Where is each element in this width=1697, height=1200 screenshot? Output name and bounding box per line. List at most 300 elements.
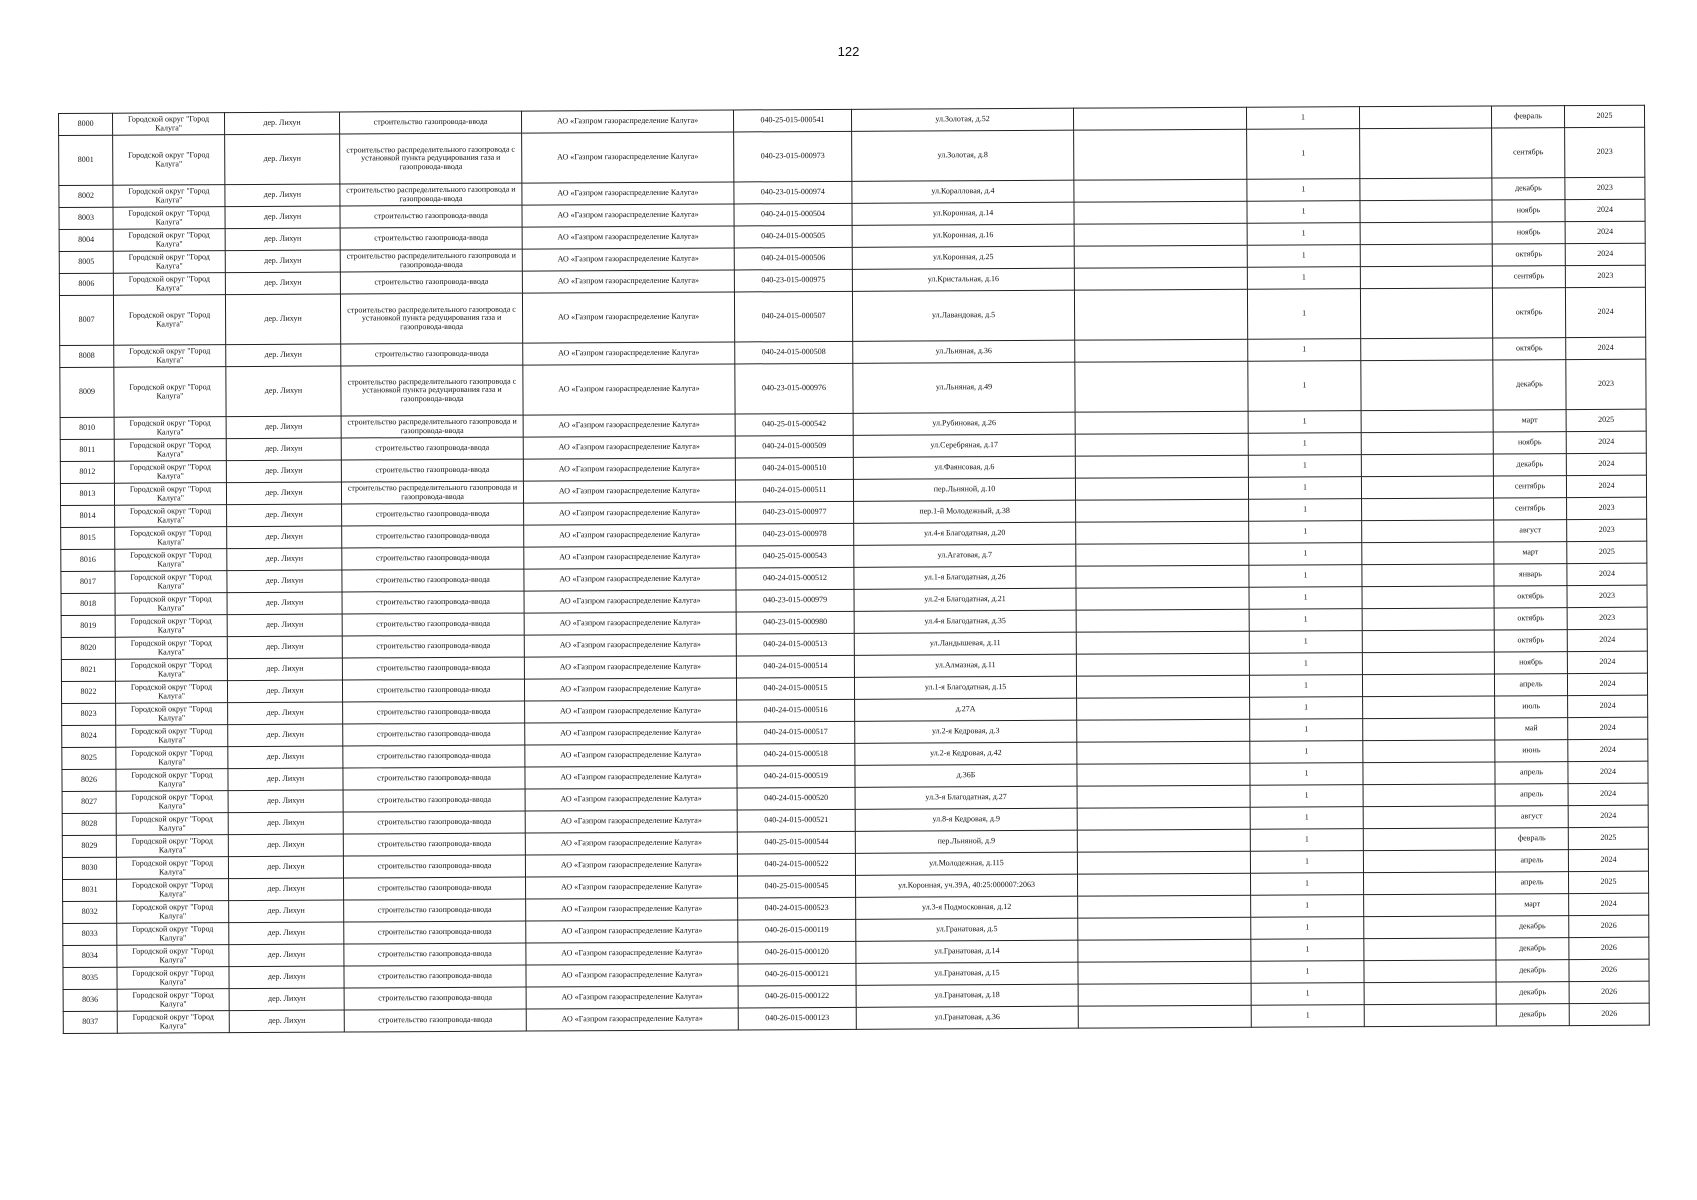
locality-cell: дер. Лихун [226, 438, 341, 461]
year-cell: 2026 [1569, 981, 1649, 1003]
month-cell: март [1496, 894, 1569, 916]
empty-cell [1363, 762, 1495, 785]
address-cell: ул.Гранатовая, д.14 [856, 940, 1078, 963]
empty-cell [1075, 433, 1248, 456]
municipality-cell: Городской округ "Город Калуга" [116, 791, 228, 814]
empty-cell [1359, 106, 1491, 129]
locality-cell: дер. Лихун [228, 834, 343, 857]
program-code-cell: 040-26-015-000122 [738, 985, 856, 1008]
address-cell: ул.Фаянсовая, д.6 [853, 456, 1075, 479]
month-cell: сентябрь [1492, 266, 1565, 288]
count-cell: 1 [1249, 499, 1362, 522]
address-cell: ул.8-я Кедровая, д.9 [855, 808, 1077, 831]
row-number-cell: 8005 [59, 251, 113, 273]
municipality-cell: Городской округ "Город Калуга" [113, 113, 225, 136]
year-cell: 2023 [1567, 607, 1647, 629]
locality-cell: дер. Лихун [225, 228, 340, 251]
empty-cell [1078, 983, 1251, 1006]
address-cell: ул.Гранатовая, д.15 [856, 962, 1078, 985]
locality-cell: дер. Лихун [227, 548, 342, 571]
address-cell: ул.Золотая, д.8 [852, 130, 1074, 181]
program-code-cell: 040-24-015-000518 [737, 743, 855, 766]
organization-cell: АО «Газпром газораспределение Калуга» [525, 766, 737, 789]
month-cell: октябрь [1492, 244, 1565, 266]
row-number-cell: 8016 [61, 549, 115, 571]
empty-cell [1076, 565, 1249, 588]
year-cell: 2024 [1567, 563, 1647, 585]
month-cell: сентябрь [1492, 128, 1565, 178]
work-type-cell: строительство газопровода-ввода [342, 635, 524, 658]
empty-cell [1362, 520, 1494, 543]
organization-cell: АО «Газпром газораспределение Калуга» [522, 292, 734, 343]
month-cell: февраль [1495, 828, 1568, 850]
empty-cell [1073, 107, 1246, 130]
row-number-cell: 8019 [61, 615, 115, 637]
count-cell: 1 [1248, 477, 1361, 500]
locality-cell: дер. Лихун [227, 526, 342, 549]
work-type-cell: строительство распределительного газопровода и газопровода-ввода [341, 481, 523, 504]
organization-cell: АО «Газпром газораспределение Калуга» [524, 678, 736, 701]
locality-cell: дер. Лихун [225, 294, 340, 345]
empty-cell [1078, 961, 1251, 984]
work-type-cell: строительство газопровода-ввода [342, 657, 524, 680]
count-cell: 1 [1251, 983, 1364, 1006]
address-cell: ул.Коронная, д.14 [852, 202, 1074, 225]
locality-cell: дер. Лихун [229, 988, 344, 1011]
municipality-cell: Городской округ "Город Калуга" [113, 295, 225, 346]
row-number-cell: 8025 [62, 747, 116, 769]
table-row [59, 287, 1645, 345]
municipality-cell: Городской округ "Город Калуга" [115, 637, 227, 660]
program-code-cell: 040-24-015-000514 [736, 655, 854, 678]
empty-cell [1077, 807, 1250, 830]
locality-cell: дер. Лихун [228, 702, 343, 725]
count-cell: 1 [1247, 289, 1360, 340]
work-type-cell: строительство газопровода-ввода [343, 701, 525, 724]
organization-cell: АО «Газпром газораспределение Калуга» [525, 854, 737, 877]
work-type-cell: строительство распределительного газопровода и газопровода-ввода [340, 183, 522, 206]
row-number-cell: 8010 [60, 417, 114, 439]
address-cell: ул.4-я Благодатная, д.35 [854, 610, 1076, 633]
locality-cell: дер. Лихун [228, 746, 343, 769]
locality-cell: дер. Лихун [226, 416, 341, 439]
organization-cell: АО «Газпром газораспределение Калуга» [524, 502, 736, 525]
municipality-cell: Городской округ "Город Калуга" [117, 923, 229, 946]
year-cell: 2024 [1568, 761, 1648, 783]
work-type-cell: строительство распределительного газопровода с установкой пункта редуцирования газа и газопровода-ввода [340, 133, 522, 184]
address-cell: ул.Гранатовая, д.36 [856, 1006, 1078, 1029]
empty-cell [1363, 696, 1495, 719]
count-cell: 1 [1249, 587, 1362, 610]
work-type-cell: строительство газопровода-ввода [340, 227, 522, 250]
empty-cell [1075, 411, 1248, 434]
count-cell: 1 [1251, 895, 1364, 918]
count-cell: 1 [1250, 807, 1363, 830]
address-cell: ул.Молодежная, д.115 [855, 852, 1077, 875]
empty-cell [1076, 675, 1249, 698]
month-cell: октябрь [1494, 586, 1567, 608]
work-type-cell: строительство газопровода-ввода [341, 459, 523, 482]
program-code-cell: 040-25-015-000543 [736, 545, 854, 568]
address-cell: д.36Б [855, 764, 1077, 787]
work-type-cell: строительство газопровода-ввода [344, 943, 526, 966]
work-type-cell: строительство газопровода-ввода [343, 811, 525, 834]
program-code-cell: 040-24-015-000505 [734, 225, 852, 248]
work-type-cell: строительство газопровода-ввода [340, 271, 522, 294]
count-cell: 1 [1251, 1005, 1364, 1028]
address-cell: ул.Льняная, д.36 [853, 340, 1075, 363]
organization-cell: АО «Газпром газораспределение Калуга» [524, 634, 736, 657]
empty-cell [1360, 200, 1492, 223]
locality-cell: дер. Лихун [226, 460, 341, 483]
work-type-cell: строительство газопровода-ввода [344, 987, 526, 1010]
month-cell: декабрь [1496, 982, 1569, 1004]
locality-cell: дер. Лихун [225, 112, 340, 135]
organization-cell: АО «Газпром газораспределение Калуга» [524, 524, 736, 547]
month-cell: сентябрь [1494, 498, 1567, 520]
organization-cell: АО «Газпром газораспределение Калуга» [526, 1008, 738, 1031]
empty-cell [1076, 521, 1249, 544]
work-type-cell: строительство распределительного газопровода с установкой пункта редуцирования газа и газопровода-ввода [341, 365, 523, 416]
program-code-cell: 040-23-015-000977 [736, 501, 854, 524]
year-cell: 2024 [1568, 739, 1648, 761]
year-cell: 2026 [1569, 959, 1649, 981]
work-type-cell: строительство газопровода-ввода [340, 205, 522, 228]
count-cell: 1 [1249, 543, 1362, 566]
municipality-cell: Городской округ "Город Калуга" [115, 571, 227, 594]
organization-cell: АО «Газпром газораспределение Калуга» [523, 480, 735, 503]
municipality-cell: Городской округ "Город Калуга" [116, 857, 228, 880]
locality-cell: дер. Лихун [227, 680, 342, 703]
empty-cell [1076, 653, 1249, 676]
work-type-cell: строительство газопровода-ввода [343, 789, 525, 812]
organization-cell: АО «Газпром газораспределение Калуга» [524, 568, 736, 591]
empty-cell [1364, 894, 1496, 917]
organization-cell: АО «Газпром газораспределение Калуга» [523, 342, 735, 365]
municipality-cell: Городской округ "Город Калуга" [117, 967, 229, 990]
empty-cell [1363, 828, 1495, 851]
month-cell: ноябрь [1494, 652, 1567, 674]
work-type-cell: строительство газопровода-ввода [343, 855, 525, 878]
organization-cell: АО «Газпром газораспределение Калуга» [526, 964, 738, 987]
address-cell: ул.Коронная, д.16 [852, 224, 1074, 247]
table-row [59, 127, 1645, 185]
program-code-cell: 040-24-015-000521 [737, 809, 855, 832]
locality-cell: дер. Лихун [229, 900, 344, 923]
month-cell: октябрь [1492, 288, 1565, 338]
year-cell: 2024 [1565, 243, 1645, 265]
month-cell: декабрь [1493, 360, 1566, 410]
organization-cell: АО «Газпром газораспределение Калуга» [524, 590, 736, 613]
count-cell: 1 [1249, 565, 1362, 588]
year-cell: 2024 [1565, 199, 1645, 221]
empty-cell [1076, 543, 1249, 566]
year-cell: 2024 [1567, 629, 1647, 651]
municipality-cell: Городской округ "Город Калуга" [116, 703, 228, 726]
address-cell: ул.2-я Благодатная, д.21 [854, 588, 1076, 611]
count-cell: 1 [1249, 609, 1362, 632]
municipality-cell: Городской округ "Город Калуга" [116, 747, 228, 770]
work-type-cell: строительство газопровода-ввода [343, 767, 525, 790]
row-number-cell: 8036 [63, 989, 117, 1011]
organization-cell: АО «Газпром газораспределение Калуга» [524, 546, 736, 569]
work-type-cell: строительство газопровода-ввода [342, 569, 524, 592]
locality-cell: дер. Лихун [229, 966, 344, 989]
empty-cell [1078, 939, 1251, 962]
work-type-cell: строительство газопровода-ввода [343, 745, 525, 768]
address-cell: ул.Коронная, д.25 [852, 246, 1074, 269]
month-cell: ноябрь [1492, 200, 1565, 222]
program-code-cell: 040-23-015-000979 [736, 589, 854, 612]
program-code-cell: 040-26-015-000121 [738, 963, 856, 986]
address-cell: ул.Коралловая, д.4 [852, 180, 1074, 203]
year-cell: 2025 [1568, 871, 1648, 893]
count-cell: 1 [1247, 201, 1360, 224]
municipality-cell: Городской округ "Город Калуга" [115, 527, 227, 550]
empty-cell [1074, 179, 1247, 202]
year-cell: 2024 [1565, 287, 1645, 337]
locality-cell: дер. Лихун [227, 636, 342, 659]
address-cell: ул.4-я Благодатная, д.20 [854, 522, 1076, 545]
address-cell: ул.Ландышевая, д.11 [854, 632, 1076, 655]
row-number-cell: 8017 [61, 571, 115, 593]
count-cell: 1 [1249, 631, 1362, 654]
month-cell: декабрь [1496, 1004, 1569, 1026]
year-cell: 2024 [1566, 453, 1646, 475]
empty-cell [1363, 718, 1495, 741]
count-cell: 1 [1248, 361, 1361, 412]
year-cell: 2024 [1566, 337, 1646, 359]
program-code-cell: 040-24-015-000509 [735, 435, 853, 458]
municipality-cell: Городской округ "Город Калуга" [115, 549, 227, 572]
program-code-cell: 040-24-015-000506 [734, 247, 852, 270]
row-number-cell: 8032 [63, 901, 117, 923]
empty-cell [1077, 719, 1250, 742]
month-cell: март [1494, 542, 1567, 564]
empty-cell [1078, 917, 1251, 940]
empty-cell [1078, 895, 1251, 918]
row-number-cell: 8026 [62, 769, 116, 791]
address-cell: пер.1-й Молодежный, д.38 [854, 500, 1076, 523]
organization-cell: АО «Газпром газораспределение Калуга» [525, 788, 737, 811]
address-cell: ул.Гранатовая, д.5 [856, 918, 1078, 941]
empty-cell [1362, 498, 1494, 521]
row-number-cell: 8028 [62, 813, 116, 835]
count-cell: 1 [1249, 653, 1362, 676]
locality-cell: дер. Лихун [226, 344, 341, 367]
count-cell: 1 [1247, 245, 1360, 268]
program-code-cell: 040-25-015-000542 [735, 413, 853, 436]
locality-cell: дер. Лихун [225, 272, 340, 295]
address-cell: ул.Агатовая, д.7 [854, 544, 1076, 567]
municipality-cell: Городской округ "Город Калуга" [113, 251, 225, 274]
year-cell: 2024 [1568, 849, 1648, 871]
empty-cell [1360, 266, 1492, 289]
organization-cell: АО «Газпром газораспределение Калуга» [522, 270, 734, 293]
month-cell: март [1493, 410, 1566, 432]
empty-cell [1074, 245, 1247, 268]
count-cell: 1 [1247, 223, 1360, 246]
empty-cell [1077, 851, 1250, 874]
work-type-cell: строительство газопровода-ввода [344, 877, 526, 900]
program-code-cell: 040-24-015-000508 [735, 341, 853, 364]
row-number-cell: 8021 [61, 659, 115, 681]
month-cell: ноябрь [1493, 432, 1566, 454]
program-code-cell: 040-24-015-000504 [734, 203, 852, 226]
work-type-cell: строительство газопровода-ввода [342, 591, 524, 614]
empty-cell [1074, 289, 1247, 340]
empty-cell [1075, 361, 1248, 412]
locality-cell: дер. Лихун [229, 878, 344, 901]
empty-cell [1077, 873, 1250, 896]
organization-cell: АО «Газпром газораспределение Калуга» [526, 942, 738, 965]
table-row [60, 359, 1646, 417]
month-cell: апрель [1494, 674, 1567, 696]
work-type-cell: строительство газопровода-ввода [342, 613, 524, 636]
row-number-cell: 8029 [62, 835, 116, 857]
register-table-body [59, 105, 1650, 1033]
address-cell: ул.Гранатовая, д.18 [856, 984, 1078, 1007]
organization-cell: АО «Газпром газораспределение Калуга» [525, 810, 737, 833]
count-cell: 1 [1250, 785, 1363, 808]
year-cell: 2024 [1566, 431, 1646, 453]
organization-cell: АО «Газпром газораспределение Калуга» [525, 832, 737, 855]
municipality-cell: Городской округ "Город Калуга" [117, 879, 229, 902]
month-cell: июнь [1495, 740, 1568, 762]
locality-cell: дер. Лихун [226, 366, 341, 417]
empty-cell [1077, 829, 1250, 852]
organization-cell: АО «Газпром газораспределение Калуга» [522, 132, 734, 183]
empty-cell [1364, 982, 1496, 1005]
month-cell: декабрь [1496, 938, 1569, 960]
locality-cell: дер. Лихун [229, 922, 344, 945]
work-type-cell: строительство газопровода-ввода [341, 343, 523, 366]
municipality-cell: Городской округ "Город Калуга" [116, 835, 228, 858]
program-code-cell: 040-25-015-000545 [738, 875, 856, 898]
municipality-cell: Городской округ "Город Калуга" [113, 185, 225, 208]
count-cell: 1 [1250, 873, 1363, 896]
organization-cell: АО «Газпром газораспределение Калуга» [522, 204, 734, 227]
program-code-cell: 040-25-015-000544 [737, 831, 855, 854]
count-cell: 1 [1248, 455, 1361, 478]
page-number: 122 [837, 44, 860, 59]
work-type-cell: строительство газопровода-ввода [342, 503, 524, 526]
empty-cell [1360, 128, 1492, 179]
month-cell: ноябрь [1492, 222, 1565, 244]
month-cell: июль [1495, 696, 1568, 718]
work-type-cell: строительство газопровода-ввода [341, 437, 523, 460]
year-cell: 2025 [1564, 105, 1644, 127]
program-code-cell: 040-26-015-000119 [738, 919, 856, 942]
organization-cell: АО «Газпром газораспределение Калуга» [524, 656, 736, 679]
count-cell: 1 [1251, 917, 1364, 940]
work-type-cell: строительство газопровода-ввода [344, 899, 526, 922]
organization-cell: АО «Газпром газораспределение Калуга» [525, 744, 737, 767]
program-code-cell: 040-24-015-000520 [737, 787, 855, 810]
empty-cell [1363, 806, 1495, 829]
year-cell: 2024 [1566, 475, 1646, 497]
empty-cell [1362, 630, 1494, 653]
row-number-cell: 8024 [62, 725, 116, 747]
empty-cell [1076, 499, 1249, 522]
municipality-cell: Городской округ "Город Калуга" [116, 725, 228, 748]
organization-cell: АО «Газпром газораспределение Калуга» [522, 182, 734, 205]
empty-cell [1363, 740, 1495, 763]
locality-cell: дер. Лихун [228, 724, 343, 747]
organization-cell: АО «Газпром газораспределение Калуга» [526, 876, 738, 899]
address-cell: ул.Серебряная, д.17 [853, 434, 1075, 457]
program-code-cell: 040-26-015-000120 [738, 941, 856, 964]
month-cell: январь [1494, 564, 1567, 586]
locality-cell: дер. Лихун [228, 768, 343, 791]
year-cell: 2023 [1567, 519, 1647, 541]
month-cell: август [1495, 806, 1568, 828]
count-cell: 1 [1247, 267, 1360, 290]
empty-cell [1076, 609, 1249, 632]
count-cell: 1 [1250, 829, 1363, 852]
locality-cell: дер. Лихун [225, 250, 340, 273]
work-type-cell: строительство газопровода-ввода [343, 723, 525, 746]
row-number-cell: 8008 [60, 345, 114, 367]
empty-cell [1363, 850, 1495, 873]
municipality-cell: Городской округ "Город Калуга" [115, 659, 227, 682]
work-type-cell: строительство газопровода-ввода [344, 921, 526, 944]
work-type-cell: строительство распределительного газопровода и газопровода-ввода [341, 415, 523, 438]
year-cell: 2026 [1569, 915, 1649, 937]
count-cell: 1 [1247, 129, 1360, 180]
year-cell: 2025 [1566, 409, 1646, 431]
organization-cell: АО «Газпром газораспределение Калуга» [522, 248, 734, 271]
month-cell: октябрь [1494, 630, 1567, 652]
program-code-cell: 040-26-015-000123 [738, 1007, 856, 1030]
program-code-cell: 040-24-015-000512 [736, 567, 854, 590]
municipality-cell: Городской округ "Город Калуга" [115, 593, 227, 616]
year-cell: 2026 [1569, 1003, 1649, 1025]
count-cell: 1 [1247, 179, 1360, 202]
program-code-cell: 040-24-015-000523 [738, 897, 856, 920]
municipality-cell: Городской округ "Город Калуга" [117, 945, 229, 968]
locality-cell: дер. Лихун [226, 482, 341, 505]
empty-cell [1075, 477, 1248, 500]
empty-cell [1364, 960, 1496, 983]
count-cell: 1 [1250, 697, 1363, 720]
row-number-cell: 8011 [60, 439, 114, 461]
municipality-cell: Городской округ "Город Калуга" [115, 681, 227, 704]
year-cell: 2023 [1567, 585, 1647, 607]
municipality-cell: Городской округ "Город Калуга" [113, 273, 225, 296]
address-cell: ул.Льняная, д.49 [853, 362, 1075, 413]
municipality-cell: Городской округ "Город Калуга" [117, 901, 229, 924]
locality-cell: дер. Лихун [229, 944, 344, 967]
address-cell: ул.1-я Благодатная, д.15 [854, 676, 1076, 699]
month-cell: апрель [1495, 762, 1568, 784]
locality-cell: дер. Лихун [225, 134, 340, 185]
address-cell: ул.Кристальная, д.16 [852, 268, 1074, 291]
row-number-cell: 8030 [62, 857, 116, 879]
address-cell: ул.1-я Благодатная, д.26 [854, 566, 1076, 589]
row-number-cell: 8031 [63, 879, 117, 901]
work-type-cell: строительство газопровода-ввода [344, 965, 526, 988]
municipality-cell: Городской округ "Город Калуга" [115, 505, 227, 528]
address-cell: ул.2-я Кедровая, д.3 [855, 720, 1077, 743]
empty-cell [1074, 201, 1247, 224]
empty-cell [1363, 784, 1495, 807]
empty-cell [1362, 652, 1494, 675]
empty-cell [1362, 586, 1494, 609]
address-cell: ул.3-я Благодатная, д.27 [855, 786, 1077, 809]
program-code-cell: 040-24-015-000511 [735, 479, 853, 502]
empty-cell [1075, 339, 1248, 362]
